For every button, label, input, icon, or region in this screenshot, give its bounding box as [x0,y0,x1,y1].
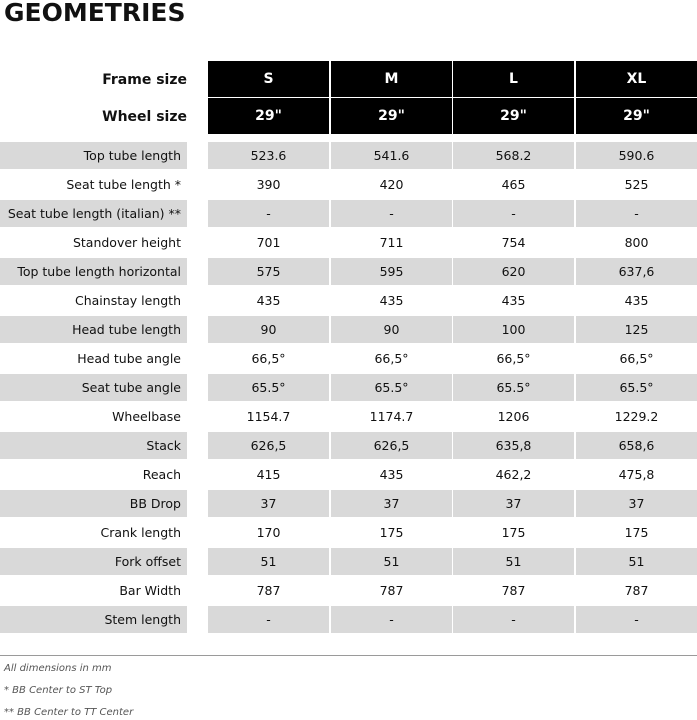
row-label: Top tube length horizontal [0,258,187,285]
table-cell: - [208,606,329,633]
table-cell: 787 [379,583,404,598]
wheel-size-cell: 29" [331,98,452,134]
table-cell: - [453,200,574,227]
row-label: Standover height [72,235,181,250]
table-cell: 175 [379,525,404,540]
frame-size-label: Frame size [102,72,187,88]
table-cell: 635,8 [453,432,574,459]
table-cell: 37 [453,490,574,517]
row-label: Seat tube length (italian) ** [0,200,187,227]
table-cell: - [576,606,697,633]
row-label: Reach [142,467,181,482]
size-header-m: M [331,61,452,97]
table-cell: 66,5° [251,351,286,366]
table-cell: 787 [256,583,281,598]
table-cell: 1229.2 [614,409,659,424]
table-cell: 37 [208,490,329,517]
table-cell: 66,5° [619,351,654,366]
table-cell: 541.6 [331,142,452,169]
footer-divider [0,655,697,656]
wheel-size-cell: 29" [576,98,697,134]
page-title: GEOMETRIES [4,0,186,27]
row-label: Seat tube angle [0,374,187,401]
table-cell: 90 [331,316,452,343]
table-cell: 435 [501,293,526,308]
table-cell: - [208,200,329,227]
row-label: Fork offset [0,548,187,575]
table-cell: 37 [331,490,452,517]
table-cell: 390 [256,177,281,192]
wheel-size-label: Wheel size [102,109,187,125]
table-cell: 51 [208,548,329,575]
table-cell: 175 [501,525,526,540]
table-cell: 787 [624,583,649,598]
row-label: Crank length [100,525,181,540]
table-cell: 525 [624,177,649,192]
table-cell: 435 [624,293,649,308]
table-cell: 590.6 [576,142,697,169]
table-cell: 435 [379,467,404,482]
table-cell: 65.5° [576,374,697,401]
table-cell: - [576,200,697,227]
table-cell: 51 [453,548,574,575]
wheel-size-cell: 29" [208,98,329,134]
table-cell: 465 [501,177,526,192]
table-cell: 170 [256,525,281,540]
table-cell: 754 [501,235,526,250]
table-cell: 800 [624,235,649,250]
note-seat-tube: * BB Center to ST Top [4,685,113,696]
table-cell: 65.5° [331,374,452,401]
row-label: Head tube length [0,316,187,343]
table-cell: 626,5 [331,432,452,459]
table-cell: - [453,606,574,633]
note-seat-tube-italian: ** BB Center to TT Center [4,707,134,718]
table-cell: 415 [256,467,281,482]
table-cell: 711 [379,235,404,250]
table-cell: 620 [453,258,574,285]
size-header-s: S [208,61,329,97]
table-cell: 51 [331,548,452,575]
row-label: Head tube angle [77,351,181,366]
table-cell: 787 [501,583,526,598]
table-cell: 475,8 [618,467,655,482]
table-cell: 66,5° [496,351,531,366]
table-cell: 37 [576,490,697,517]
table-cell: 65.5° [208,374,329,401]
table-cell: 51 [576,548,697,575]
table-cell: 65.5° [453,374,574,401]
table-cell: 66,5° [374,351,409,366]
row-label: Stem length [0,606,187,633]
row-label: BB Drop [0,490,187,517]
table-cell: 575 [208,258,329,285]
table-cell: 626,5 [208,432,329,459]
table-cell: 175 [624,525,649,540]
wheel-size-cell: 29" [453,98,574,134]
table-cell: - [331,606,452,633]
table-cell: 125 [576,316,697,343]
table-cell: 658,6 [576,432,697,459]
row-label: Wheelbase [112,409,181,424]
row-label: Chainstay length [75,293,181,308]
row-label: Top tube length [0,142,187,169]
table-cell: 435 [379,293,404,308]
size-header-l: L [453,61,574,97]
table-cell: 595 [331,258,452,285]
note-dimensions: All dimensions in mm [4,663,112,674]
table-cell: 523.6 [208,142,329,169]
table-cell: 90 [208,316,329,343]
table-cell: 1154.7 [246,409,291,424]
size-header-xl: XL [576,61,697,97]
table-cell: 701 [256,235,281,250]
table-cell: 435 [256,293,281,308]
table-cell: 420 [379,177,404,192]
table-cell: - [331,200,452,227]
row-label: Stack [0,432,187,459]
table-cell: 1174.7 [369,409,414,424]
table-cell: 100 [453,316,574,343]
table-cell: 462,2 [495,467,532,482]
row-label: Seat tube length * [66,177,181,192]
row-label: Bar Width [119,583,181,598]
table-cell: 568.2 [453,142,574,169]
table-cell: 1206 [497,409,530,424]
table-cell: 637,6 [576,258,697,285]
